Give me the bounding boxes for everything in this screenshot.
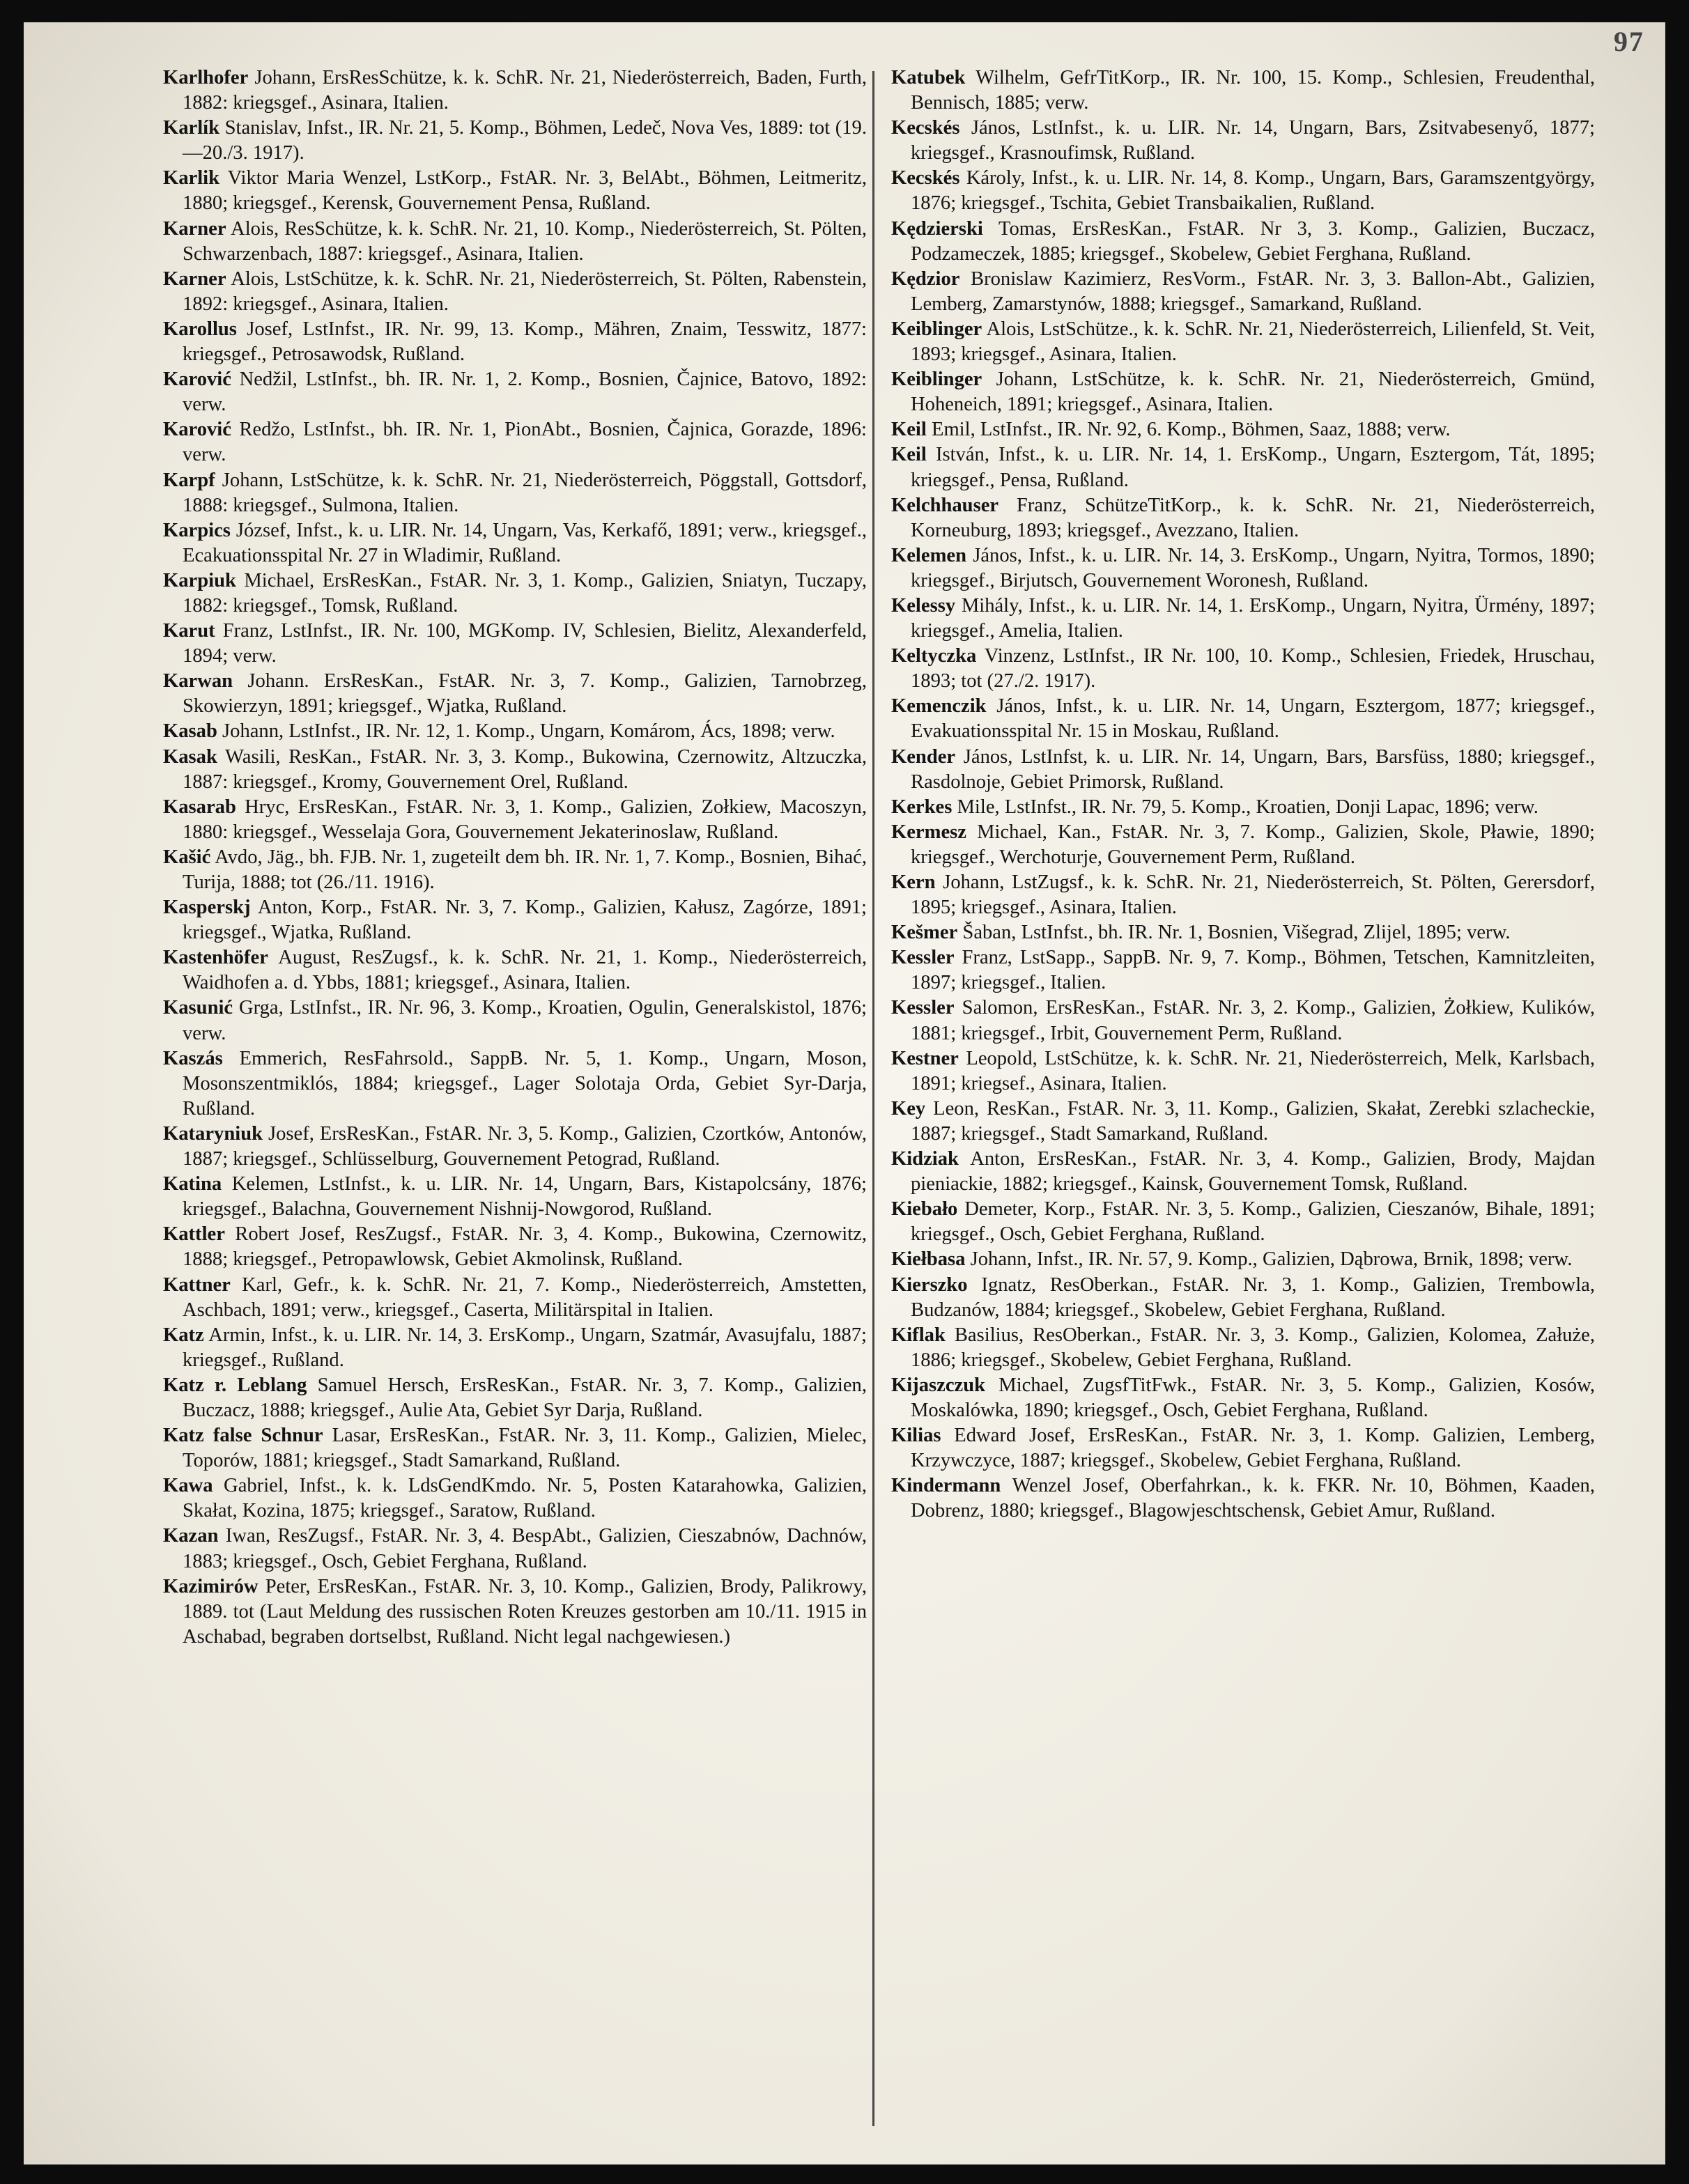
- register-entry: [163, 317, 867, 367]
- entry-details: Lasar, ErsResKan., FstAR. Nr. 3, 11. Komp., Galizien, Mielec, Toporów, 1881; kriegsgef., Stadt Samarkand, Rußland.: [183, 1425, 867, 1472]
- entry-details: August, ResZugsf., k. k. SchR. Nr. 21, 1. Komp., Niederösterreich, Waidhofen a. d. Ybbs, 1881; kriegsgef., Asinara, Italien.: [183, 947, 867, 994]
- entry-details: Michael, ErsResKan., FstAR. Nr. 3, 1. Komp., Galizien, Sniatyn, Tuczapy, 1882: kriegsgef., Tomsk, Rußland.: [183, 569, 867, 617]
- entry-details: Mile, LstInfst., IR. Nr. 79, 5. Komp., Kroatien, Donji Lapac, 1896; verw.: [952, 796, 1538, 818]
- register-entry: [163, 1046, 867, 1122]
- entry-details: János, LstInfst, k. u. LIR. Nr. 14, Ungarn, Bars, Barsfüss, 1880; kriegsgef., Rasdolnoje, Gebiet Primorsk, Rußland.: [911, 745, 1595, 793]
- page-number: 97: [1614, 26, 1644, 57]
- entry-surname: Kender: [891, 745, 956, 768]
- register-entry: [163, 619, 867, 669]
- entry-surname: Kattner: [163, 1273, 231, 1296]
- register-entry: [891, 543, 1595, 594]
- register-entry: [163, 1323, 867, 1373]
- entry-details: Ignatz, ResOberkan., FstAR. Nr. 3, 1. Komp., Galizien, Trembowla, Budzanów, 1884; kriegsgef., Skobelew, Gebiet Ferghana, Rußland.: [911, 1273, 1595, 1321]
- register-entry: [163, 1524, 867, 1574]
- register-entry: [163, 795, 867, 845]
- column-divider: [872, 71, 874, 2126]
- register-entry: [163, 267, 867, 317]
- entry-details: Wilhelm, GefrTitKorp., IR. Nr. 100, 15. Komp., Schlesien, Freudenthal, Bennisch, 1885; verw.: [911, 67, 1595, 114]
- entry-surname: Kidziak: [891, 1148, 959, 1170]
- register-entry: [891, 820, 1595, 870]
- entry-surname: Kelessy: [891, 594, 956, 617]
- entry-details: Wenzel Josef, Oberfahrkan., k. k. FKR. Nr. 10, Böhmen, Kaaden, Dobrenz, 1880; kriegsgef., Blagowjeschtschensk, Gebiet Amur, Rußland.: [911, 1475, 1595, 1522]
- entry-details: Šaban, LstInfst., bh. IR. Nr. 1, Bosnien, Višegrad, Zlijel, 1895; verw.: [957, 922, 1511, 944]
- entry-surname: Katz: [163, 1324, 204, 1346]
- entry-details: Johann, LstSchütze, k. k. SchR. Nr. 21, Niederösterreich, Gmünd, Hoheneich, 1891; kriegsgef., Asinara, Italien.: [911, 369, 1595, 416]
- entry-details: Redžo, LstInfst., bh. IR. Nr. 1, PionAbt., Bosnien, Čajnica, Gorazde, 1896: verw.: [183, 419, 867, 466]
- entry-surname: Karović: [163, 369, 231, 391]
- register-entry: [163, 116, 867, 166]
- register-entry: [891, 745, 1595, 795]
- entry-surname: Kaszás: [163, 1047, 223, 1069]
- entry-surname: Karović: [163, 419, 231, 441]
- register-entry: [891, 1273, 1595, 1323]
- entry-details: István, Infst., k. u. LIR. Nr. 14, 1. ErsKomp., Ungarn, Esztergom, Tát, 1895; kriegsgef., Pensa, Rußland.: [911, 444, 1595, 491]
- entry-surname: Karner: [163, 217, 226, 240]
- register-entry: [891, 1473, 1595, 1524]
- entry-surname: Kiebało: [891, 1198, 958, 1221]
- register-entry: [163, 1423, 867, 1473]
- entry-details: Samuel Hersch, ErsResKan., FstAR. Nr. 3, 7. Komp., Galizien, Buczacz, 1888; kriegsgef., Aulie Ata, Gebiet Syr Darja, Rußland.: [183, 1374, 867, 1421]
- entry-surname: Keiblinger: [891, 318, 982, 340]
- entry-surname: Kešmer: [891, 922, 958, 944]
- entry-details: Johann, LstSchütze, k. k. SchR. Nr. 21, Niederösterreich, Pöggstall, Gottsdorf, 1888: kriegsgef., Sulmona, Italien.: [183, 469, 867, 516]
- entry-details: Robert Josef, ResZugsf., FstAR. Nr. 3, 4. Komp., Bukowina, Czernowitz, 1888; kriegsgef., Petropawlowsk, Gebiet Akmolinsk, Rußland.: [183, 1223, 867, 1271]
- entry-surname: Kędzior: [891, 268, 960, 290]
- entry-surname: Kindermann: [891, 1475, 1001, 1497]
- entry-details: Peter, ErsResKan., FstAR. Nr. 3, 10. Komp., Galizien, Brody, Palikrowy, 1889. tot (Laut Meldung des russischen Roten Kreuzes gestorben am 10./11. 1915 in Aschabad, begraben dortselbst, Rußland. Nicht legal nachgewiesen.): [183, 1575, 867, 1648]
- left-column: [163, 65, 867, 1650]
- entry-surname: Kataryniuk: [163, 1122, 263, 1145]
- register-entry: [891, 1147, 1595, 1197]
- entry-details: Mihály, Infst., k. u. LIR. Nr. 14, 1. ErsKomp., Ungarn, Nyitra, Ürmény, 1897; kriegsgef., Amelia, Italien.: [911, 594, 1595, 642]
- register-entry: [163, 1574, 867, 1650]
- register-entry: [163, 669, 867, 719]
- entry-details: Emil, LstInfst., IR. Nr. 92, 6. Komp., Böhmen, Saaz, 1888; verw.: [926, 419, 1451, 441]
- entry-details: Nedžil, LstInfst., bh. IR. Nr. 1, 2. Komp., Bosnien, Čajnice, Batovo, 1892: verw.: [183, 369, 867, 416]
- entry-surname: Katina: [163, 1173, 222, 1195]
- entry-details: Michael, Kan., FstAR. Nr. 3, 7. Komp., Galizien, Skole, Pławie, 1890; kriegsgef., Werchoturje, Gouvernement Perm, Rußland.: [911, 821, 1595, 868]
- entry-surname: Kierszko: [891, 1273, 968, 1296]
- entry-details: Grga, LstInfst., IR. Nr. 96, 3. Komp., Kroatien, Ogulin, Generalskistol, 1876; verw.: [183, 997, 867, 1044]
- entry-surname: Kessler: [891, 947, 955, 969]
- entry-surname: Kasarab: [163, 796, 236, 818]
- entry-details: Leopold, LstSchütze, k. k. SchR. Nr. 21, Niederösterreich, Melk, Karlsbach, 1891; kriegsef., Asinara, Italien.: [911, 1047, 1595, 1094]
- entry-surname: Karner: [163, 268, 226, 290]
- entry-details: Hryc, ErsResKan., FstAR. Nr. 3, 1. Komp., Galizien, Zołkiew, Macoszyn, 1880: kriegsgef., Wesselaja Gora, Gouvernement Jekaterinoslaw, Rußland.: [183, 796, 867, 843]
- register-entry: [891, 1423, 1595, 1473]
- entry-surname: Kestner: [891, 1047, 959, 1069]
- entry-details: Josef, LstInfst., IR. Nr. 99, 13. Komp., Mähren, Znaim, Tesswitz, 1877: kriegsgef., Petrosawodsk, Rußland.: [183, 318, 867, 366]
- register-entry: [891, 1046, 1595, 1097]
- register-entry: [163, 518, 867, 568]
- register-entry: [891, 795, 1595, 820]
- entry-surname: Kasunić: [163, 997, 233, 1019]
- entry-surname: Keil: [891, 419, 927, 441]
- entry-details: Avdo, Jäg., bh. FJB. Nr. 1, zugeteilt dem bh. IR. Nr. 1, 7. Komp., Bosnien, Bihać, Turija, 1888; tot (26./11. 1916).: [183, 846, 867, 893]
- entry-surname: Kastenhöfer: [163, 947, 268, 969]
- entry-surname: Kędzierski: [891, 217, 983, 240]
- entry-details: Emmerich, ResFahrsold., SappB. Nr. 5, 1. Komp., Ungarn, Moson, Mosonszentmiklós, 1884; kriegsgef., Lager Solotaja Orda, Gebiet Syr-Darja, Rußland.: [183, 1047, 867, 1120]
- register-entry: [163, 845, 867, 895]
- entry-details: Franz, LstInfst., IR. Nr. 100, MGKomp. IV, Schlesien, Bielitz, Alexanderfeld, 1894; verw.: [183, 620, 867, 667]
- register-entry: [891, 116, 1595, 166]
- register-entry: [891, 644, 1595, 694]
- entry-details: Johann, Infst., IR. Nr. 57, 9. Komp., Galizien, Dąbrowa, Brnik, 1898; verw.: [965, 1248, 1573, 1271]
- entry-details: Salomon, ErsResKan., FstAR. Nr. 3, 2. Komp., Galizien, Żołkiew, Kulików, 1881; kriegsgef., Irbit, Gouvernement Perm, Rußland.: [911, 997, 1595, 1044]
- entry-surname: Karlhofer: [163, 67, 249, 88]
- entry-surname: Kasak: [163, 745, 217, 768]
- entry-details: Johann, LstInfst., IR. Nr. 12, 1. Komp., Ungarn, Komárom, Ács, 1898; verw.: [217, 720, 835, 743]
- entry-details: Johann, ErsResSchütze, k. k. SchR. Nr. 21, Niederösterreich, Baden, Furth, 1882: kriegsgef., Asinara, Italien.: [183, 67, 867, 114]
- register-entry: [163, 945, 867, 996]
- register-entry: [163, 65, 867, 116]
- entry-details: Johann. ErsResKan., FstAR. Nr. 3, 7. Komp., Galizien, Tarnobrzeg, Skowierzyn, 1891; kriegsgef., Wjatka, Rußland.: [183, 670, 867, 718]
- register-entry: [891, 945, 1595, 996]
- entry-details: Kelemen, LstInfst., k. u. LIR. Nr. 14, Ungarn, Bars, Kistapolcsány, 1876; kriegsgef., Balachna, Gouvernement Nishnij-Nowgorod, Rußland.: [183, 1173, 867, 1221]
- entry-surname: Kijaszczuk: [891, 1374, 986, 1396]
- register-entry: [891, 417, 1595, 442]
- entry-details: János, LstInfst., k. u. LIR. Nr. 14, Ungarn, Bars, Zsitvabesenyő, 1877; kriegsgef., Krasnoufimsk, Rußland.: [911, 117, 1595, 164]
- entry-details: Leon, ResKan., FstAR. Nr. 3, 11. Komp., Galizien, Skałat, Zerebki szlacheckie, 1887; kriegsgef., Stadt Samarkand, Rußland.: [911, 1097, 1595, 1145]
- entry-surname: Kazan: [163, 1525, 219, 1547]
- entry-surname: Karwan: [163, 670, 233, 692]
- register-entry: [891, 996, 1595, 1046]
- entry-surname: Kattler: [163, 1223, 225, 1246]
- register-entry: [163, 417, 867, 467]
- register-entry: [163, 1122, 867, 1172]
- register-entry: [891, 1373, 1595, 1423]
- entry-details: Karl, Gefr., k. k. SchR. Nr. 21, 7. Komp., Niederösterreich, Amstetten, Aschbach, 1891; verw., kriegsgef., Caserta, Militärspital in Italien.: [183, 1273, 867, 1321]
- register-entry: [891, 493, 1595, 543]
- entry-details: Iwan, ResZugsf., FstAR. Nr. 3, 4. BespAbt., Galizien, Cieszabnów, Dachnów, 1883; kriegsgef., Osch, Gebiet Ferghana, Rußland.: [183, 1525, 867, 1572]
- entry-surname: Karut: [163, 620, 215, 642]
- entry-surname: Kern: [891, 872, 936, 893]
- entry-details: Anton, ErsResKan., FstAR. Nr. 3, 4. Komp., Galizien, Brody, Majdan pieniackie, 1882; kriegsgef., Kainsk, Gouvernement Tomsk, Rußland.: [911, 1148, 1595, 1195]
- document-page: [24, 22, 1665, 2164]
- register-entry: [891, 1197, 1595, 1247]
- entry-details: János, Infst., k. u. LIR. Nr. 14, 3. ErsKomp., Ungarn, Nyitra, Tormos, 1890; kriegsgef., Birjutsch, Gouvernement Woronesh, Rußland.: [911, 544, 1595, 591]
- register-entry: [163, 468, 867, 518]
- entry-surname: Katz r. Leblang: [163, 1374, 307, 1396]
- entry-surname: Karollus: [163, 318, 237, 340]
- entry-details: Stanislav, Infst., IR. Nr. 21, 5. Komp., Böhmen, Ledeč, Nova Ves, 1889: tot (19.—20./3. 1917).: [183, 117, 867, 164]
- register-entry: [891, 920, 1595, 945]
- entry-details: Bronislaw Kazimierz, ResVorm., FstAR. Nr. 3, 3. Ballon-Abt., Galizien, Lemberg, Zamarstynów, 1888; kriegsgef., Samarkand, Rußland.: [911, 268, 1595, 315]
- register-entry: [163, 996, 867, 1046]
- register-entry: [163, 367, 867, 417]
- entry-surname: Kelchhauser: [891, 494, 999, 516]
- entry-surname: Karlik: [163, 167, 220, 189]
- entry-details: Alois, ResSchütze, k. k. SchR. Nr. 21, 10. Komp., Niederösterreich, St. Pölten, Schwarzenbach, 1887: kriegsgef., Asinara, Italien.: [183, 217, 867, 265]
- entry-details: Michael, ZugsfTitFwk., FstAR. Nr. 3, 5. Komp., Galizien, Kosów, Moskalówka, 1890; kriegsgef., Osch, Gebiet Ferghana, Rußland.: [911, 1374, 1595, 1421]
- entry-surname: Karlík: [163, 117, 220, 139]
- entry-details: Károly, Infst., k. u. LIR. Nr. 14, 8. Komp., Ungarn, Bars, Garamszentgyörgy, 1876; kriegsgef., Tschita, Gebiet Transbaikalien, Rußland.: [911, 167, 1595, 215]
- register-entry: [163, 166, 867, 216]
- entry-surname: Kelemen: [891, 544, 966, 566]
- register-entry: [163, 1373, 867, 1423]
- entry-surname: Kasperskj: [163, 897, 251, 919]
- register-entry: [891, 1323, 1595, 1373]
- entry-surname: Kiełbasa: [891, 1248, 966, 1271]
- entry-details: Edward Josef, ErsResKan., FstAR. Nr. 3, 1. Komp. Galizien, Lemberg, Krzywczyce, 1887; kriegsgef., Skobelew, Gebiet Ferghana, Rußland.: [911, 1425, 1595, 1472]
- entry-surname: Kawa: [163, 1475, 213, 1497]
- register-entry: [163, 568, 867, 619]
- entry-surname: Kašić: [163, 846, 211, 868]
- register-entry: [163, 895, 867, 945]
- register-entry: [891, 870, 1595, 920]
- entry-details: Gabriel, Infst., k. k. LdsGendKmdo. Nr. 5, Posten Katarahowka, Galizien, Skałat, Kozina, 1875; kriegsgef., Saratow, Rußland.: [183, 1475, 867, 1522]
- register-entry: [891, 317, 1595, 367]
- entry-surname: Kemenczik: [891, 695, 987, 718]
- entry-details: Viktor Maria Wenzel, LstKorp., FstAR. Nr. 3, BelAbt., Böhmen, Leitmeritz, 1880; kriegsgef., Kerensk, Gouvernement Pensa, Rußland.: [183, 167, 867, 215]
- right-column: [891, 65, 1595, 1524]
- register-entry: [891, 1097, 1595, 1147]
- entry-surname: Kazimirów: [163, 1575, 259, 1597]
- entry-surname: Katz false Schnur: [163, 1425, 323, 1447]
- entry-details: Alois, LstSchütze, k. k. SchR. Nr. 21, Niederösterreich, St. Pölten, Rabenstein, 1892: kriegsgef., Asinara, Italien.: [183, 268, 867, 315]
- register-entry: [891, 694, 1595, 744]
- entry-details: Wasili, ResKan., FstAR. Nr. 3, 3. Komp., Bukowina, Czernowitz, Altzuczka, 1887: kriegsgef., Kromy, Gouvernement Orel, Rußland.: [183, 745, 867, 793]
- entry-surname: Key: [891, 1097, 926, 1120]
- register-entry: [163, 1473, 867, 1524]
- entry-surname: Keil: [891, 444, 927, 466]
- entry-surname: Kecskés: [891, 167, 960, 189]
- entry-surname: Kilias: [891, 1425, 941, 1447]
- entry-surname: Kasab: [163, 720, 217, 743]
- entry-surname: Karpf: [163, 469, 215, 491]
- entry-details: Tomas, ErsResKan., FstAR. Nr 3, 3. Komp., Galizien, Buczacz, Podzameczek, 1885; kriegsgef., Skobelew, Gebiet Ferghana, Rußland.: [911, 217, 1595, 265]
- register-entry: [163, 719, 867, 744]
- register-entry: [891, 442, 1595, 493]
- register-entry: [163, 745, 867, 795]
- register-entry: [163, 1273, 867, 1323]
- entry-surname: Kecskés: [891, 117, 960, 139]
- register-entry: [163, 217, 867, 267]
- entry-details: Johann, LstZugsf., k. k. SchR. Nr. 21, Niederösterreich, St. Pölten, Gerersdorf, 1895; kriegsgef., Asinara, Italien.: [911, 872, 1595, 919]
- register-entry: [891, 367, 1595, 417]
- register-entry: [891, 166, 1595, 216]
- register-entry: [891, 217, 1595, 267]
- entry-details: Franz, SchützeTitKorp., k. k. SchR. Nr. 21, Niederösterreich, Korneuburg, 1893; kriegsgef., Avezzano, Italien.: [911, 494, 1595, 541]
- entry-details: József, Infst., k. u. LIR. Nr. 14, Ungarn, Vas, Kerkafő, 1891; verw., kriegsgef., Ecakuationsspital Nr. 27 in Wladimir, Rußland.: [183, 519, 867, 566]
- entry-surname: Kermesz: [891, 821, 966, 843]
- register-entry: [891, 594, 1595, 644]
- entry-surname: Kiflak: [891, 1324, 946, 1346]
- entry-details: Alois, LstSchütze., k. k. SchR. Nr. 21, Niederösterreich, Lilienfeld, St. Veit, 1893; kriegsgef., Asinara, Italien.: [911, 318, 1595, 366]
- entry-surname: Karpics: [163, 519, 231, 541]
- register-entry: [163, 1172, 867, 1222]
- entry-details: Vinzenz, LstInfst., IR Nr. 100, 10. Komp., Schlesien, Friedek, Hruschau, 1893; tot (27./2. 1917).: [911, 645, 1595, 692]
- entry-details: Armin, Infst., k. u. LIR. Nr. 14, 3. ErsKomp., Ungarn, Szatmár, Avasujfalu, 1887; kriegsgef., Rußland.: [183, 1324, 867, 1371]
- entry-details: Basilius, ResOberkan., FstAR. Nr. 3, 3. Komp., Galizien, Kolomea, Załuże, 1886; kriegsgef., Skobelew, Gebiet Ferghana, Rußland.: [911, 1324, 1595, 1371]
- entry-surname: Keiblinger: [891, 369, 982, 391]
- entry-surname: Karpiuk: [163, 569, 236, 591]
- entry-details: Anton, Korp., FstAR. Nr. 3, 7. Komp., Galizien, Kałusz, Zagórze, 1891; kriegsgef., Wjatka, Rußland.: [183, 897, 867, 944]
- register-entry: [163, 1222, 867, 1272]
- entry-details: Josef, ErsResKan., FstAR. Nr. 3, 5. Komp., Galizien, Czortków, Antonów, 1887; kriegsgef., Schlüsselburg, Gouvernement Petograd, Rußland.: [183, 1122, 867, 1170]
- entry-surname: Kerkes: [891, 796, 953, 818]
- entry-surname: Keltyczka: [891, 645, 977, 667]
- entry-surname: Katubek: [891, 67, 966, 88]
- register-entry: [891, 267, 1595, 317]
- register-entry: [891, 65, 1595, 116]
- entry-details: Demeter, Korp., FstAR. Nr. 3, 5. Komp., Galizien, Cieszanów, Bihale, 1891; kriegsgef., Osch, Gebiet Ferghana, Rußland.: [911, 1198, 1595, 1246]
- entry-details: János, Infst., k. u. LIR. Nr. 14, Ungarn, Esztergom, 1877; kriegsgef., Evakuationsspital Nr. 15 in Moskau, Rußland.: [911, 695, 1595, 743]
- entry-details: Franz, LstSapp., SappB. Nr. 9, 7. Komp., Böhmen, Tetschen, Kamnitzleiten, 1897; kriegsgef., Italien.: [911, 947, 1595, 994]
- register-entry: [891, 1247, 1595, 1272]
- entry-surname: Kessler: [891, 997, 955, 1019]
